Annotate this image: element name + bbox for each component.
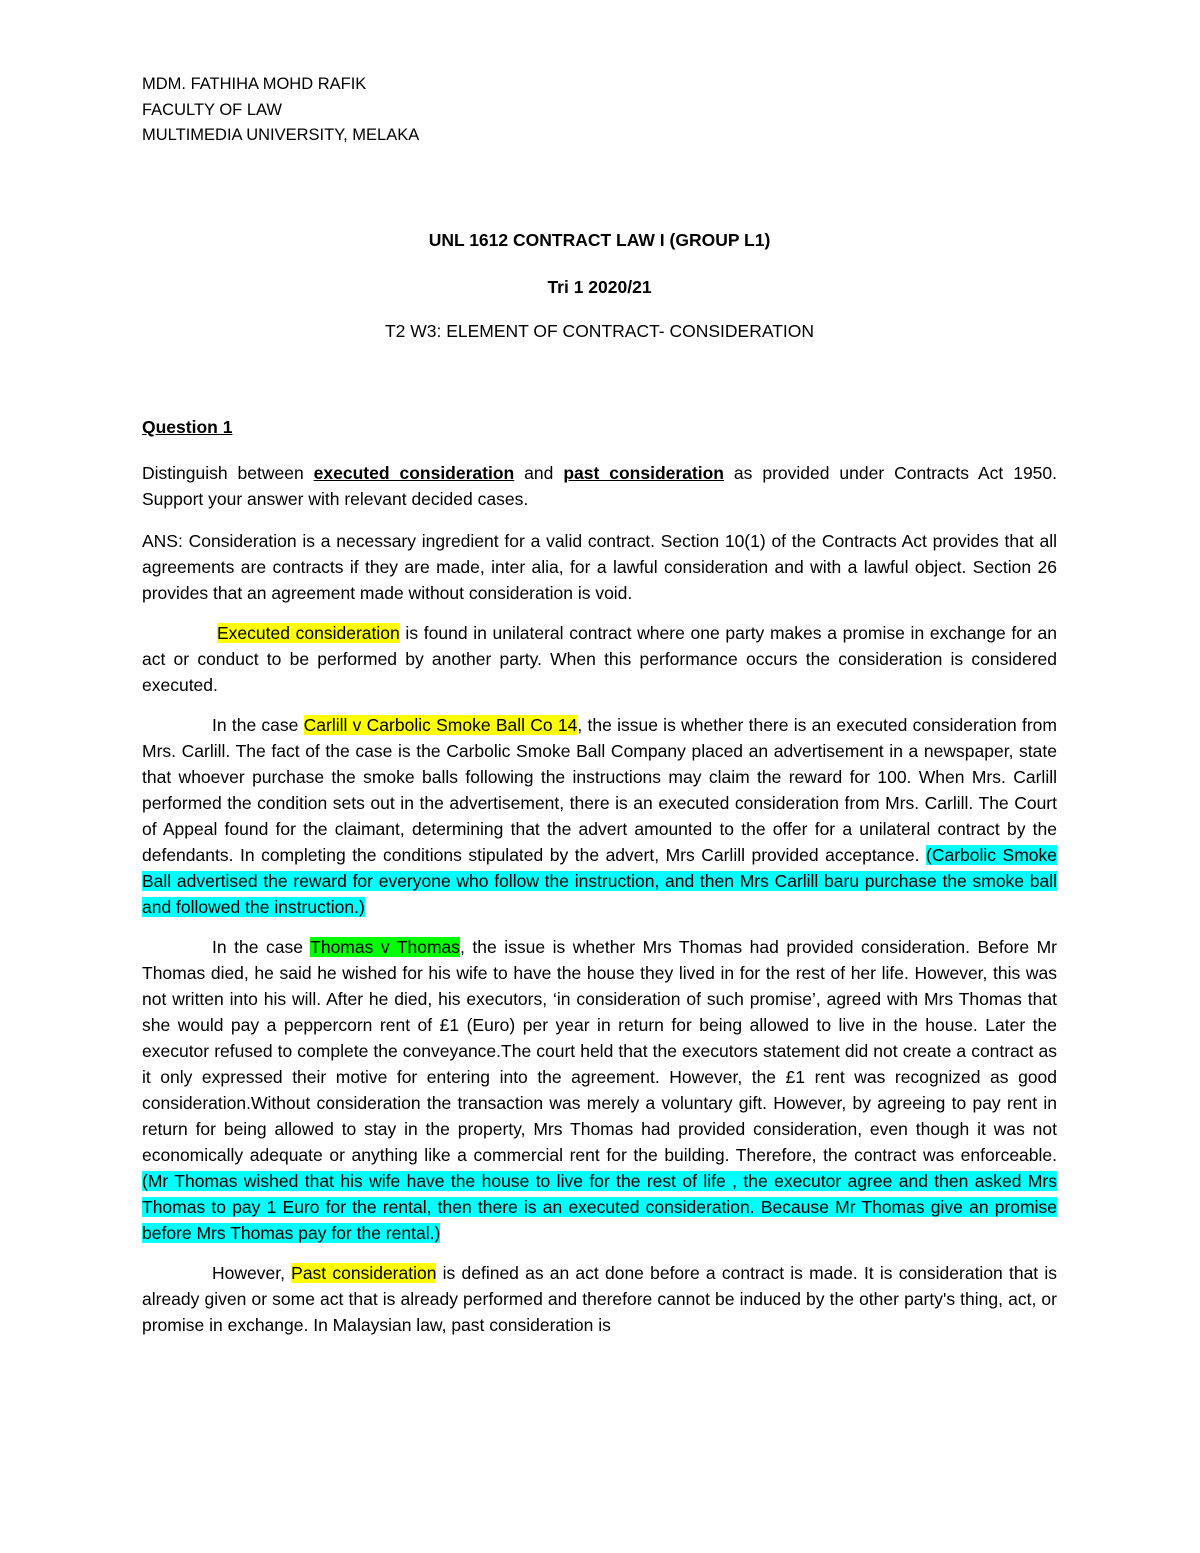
past-text: is defined as an act done before a contract is made. It is consideration that is already given or some act that is already performed and therefore cannot be induced by the other party's thing, act, or promise in exchange. In Malaysian law, past consideration is — [142, 1262, 1058, 1335]
carlill-paragraph — [142, 712, 1057, 920]
answer-intro: ANS: Consideration is a necessary ingredient for a valid contract. Section 10(1) of the Contracts Act provides that all agreements are contracts if they are made, inter alia, for a lawful consideration and with a lawful object. Section 26 provides that an agreement made without consideration is void. — [142, 530, 1057, 603]
author-name: MDM. FATHIHA MOHD RAFIK — [142, 75, 367, 93]
question-heading-text: Question 1 — [142, 416, 233, 437]
author-header — [142, 72, 1057, 149]
question-text-part: Distinguish between — [142, 462, 314, 483]
faculty-name: FACULTY OF LAW — [142, 100, 282, 119]
past-label: Past consideration — [291, 1262, 437, 1283]
question-text — [142, 460, 1057, 512]
term-title: Tri 1 2020/21 — [547, 276, 652, 297]
document-page — [142, 72, 1057, 1338]
thomas-lead: In the case — [212, 936, 311, 957]
carlill-text: , the issue is whether there is an executed consideration from Mrs. Carlill. The fact of the case is the Carbolic Smoke Ball Company placed an advertisement in a newspaper, state that whoever purchase the smoke balls following the instructions may claim the reward for 100. When Mrs. Carlill performed the condition sets out in the advertisement, there is an executed consideration from Mrs. Carlill. The Court of Appeal found for the claimant, determining that the advert amounted to the offer for a unilateral contract by the defendants. In completing the conditions stipulated by the advert, Mrs Carlill provided acceptance. — [142, 714, 1057, 865]
executed-text: is found in unilateral contract where one party makes a promise in exchange for an act or conduct to be performed by another party. When this performance occurs the consideration is considered executed. — [142, 622, 1058, 695]
topic-title: T2 W3: ELEMENT OF CONTRACT- CONSIDERATION — [384, 320, 815, 341]
term-executed: executed consideration — [313, 462, 515, 483]
past-paragraph — [142, 1260, 1057, 1338]
term-past: past consideration — [563, 462, 724, 483]
question-text-part: and — [514, 462, 564, 483]
thomas-paragraph — [142, 934, 1057, 1246]
carlill-note: (Carbolic Smoke Ball advertised the reward for everyone who follow the instruction, and then Mrs Carlill baru purchase the smoke ball and followed the instruction.) — [142, 844, 1057, 917]
carlill-lead: In the case — [212, 714, 304, 735]
executed-paragraph — [142, 620, 1057, 698]
course-title: UNL 1612 CONTRACT LAW I (GROUP L1) — [428, 229, 771, 250]
question-text-part: as provided under Contracts Act 1950. Support your answer with relevant decided cases. — [142, 462, 1058, 509]
carlill-case: Carlill v Carbolic Smoke Ball Co 14 — [303, 714, 578, 735]
thomas-case: Thomas v Thomas — [310, 936, 461, 957]
thomas-note: (Mr Thomas wished that his wife have the house to live for the rest of life , the executor agree and then asked Mrs Thomas to pay 1 Euro for the rental, then there is an executed consideration. Because Mr Thomas give an promise before Mrs Thomas pay for the rental.) — [142, 1170, 1057, 1243]
past-lead: However, — [212, 1262, 292, 1283]
executed-label: Executed consideration — [217, 622, 400, 643]
thomas-text: , the issue is whether Mrs Thomas had provided consideration. Before Mr Thomas died, he said he wished for his wife to have the house they lived in for the rest of her life. However, this was not written into his will. After he died, his executors, ‘in consideration of such promise’, agreed with Mrs Thomas that she would pay a peppercorn rent of £1 (Euro) per year in return for being allowed to live in the house. Later the executor refused to complete the conveyance.The court held that the executors statement did not create a contract as it only expressed their motive for entering into the agreement. However, the £1 rent was recognized as good consideration.Without consideration the transaction was merely a voluntary gift. However, by agreeing to pay rent in return for being allowed to stay in the property, Mrs Thomas had provided consideration, even though it was not economically adequate or anything like a commercial rent for the building. Therefore, the contract was enforceable. — [142, 936, 1057, 1165]
question-heading — [142, 414, 1057, 440]
university-name: MULTIMEDIA UNIVERSITY, MELAKA — [142, 126, 420, 144]
title-block — [142, 227, 1057, 344]
